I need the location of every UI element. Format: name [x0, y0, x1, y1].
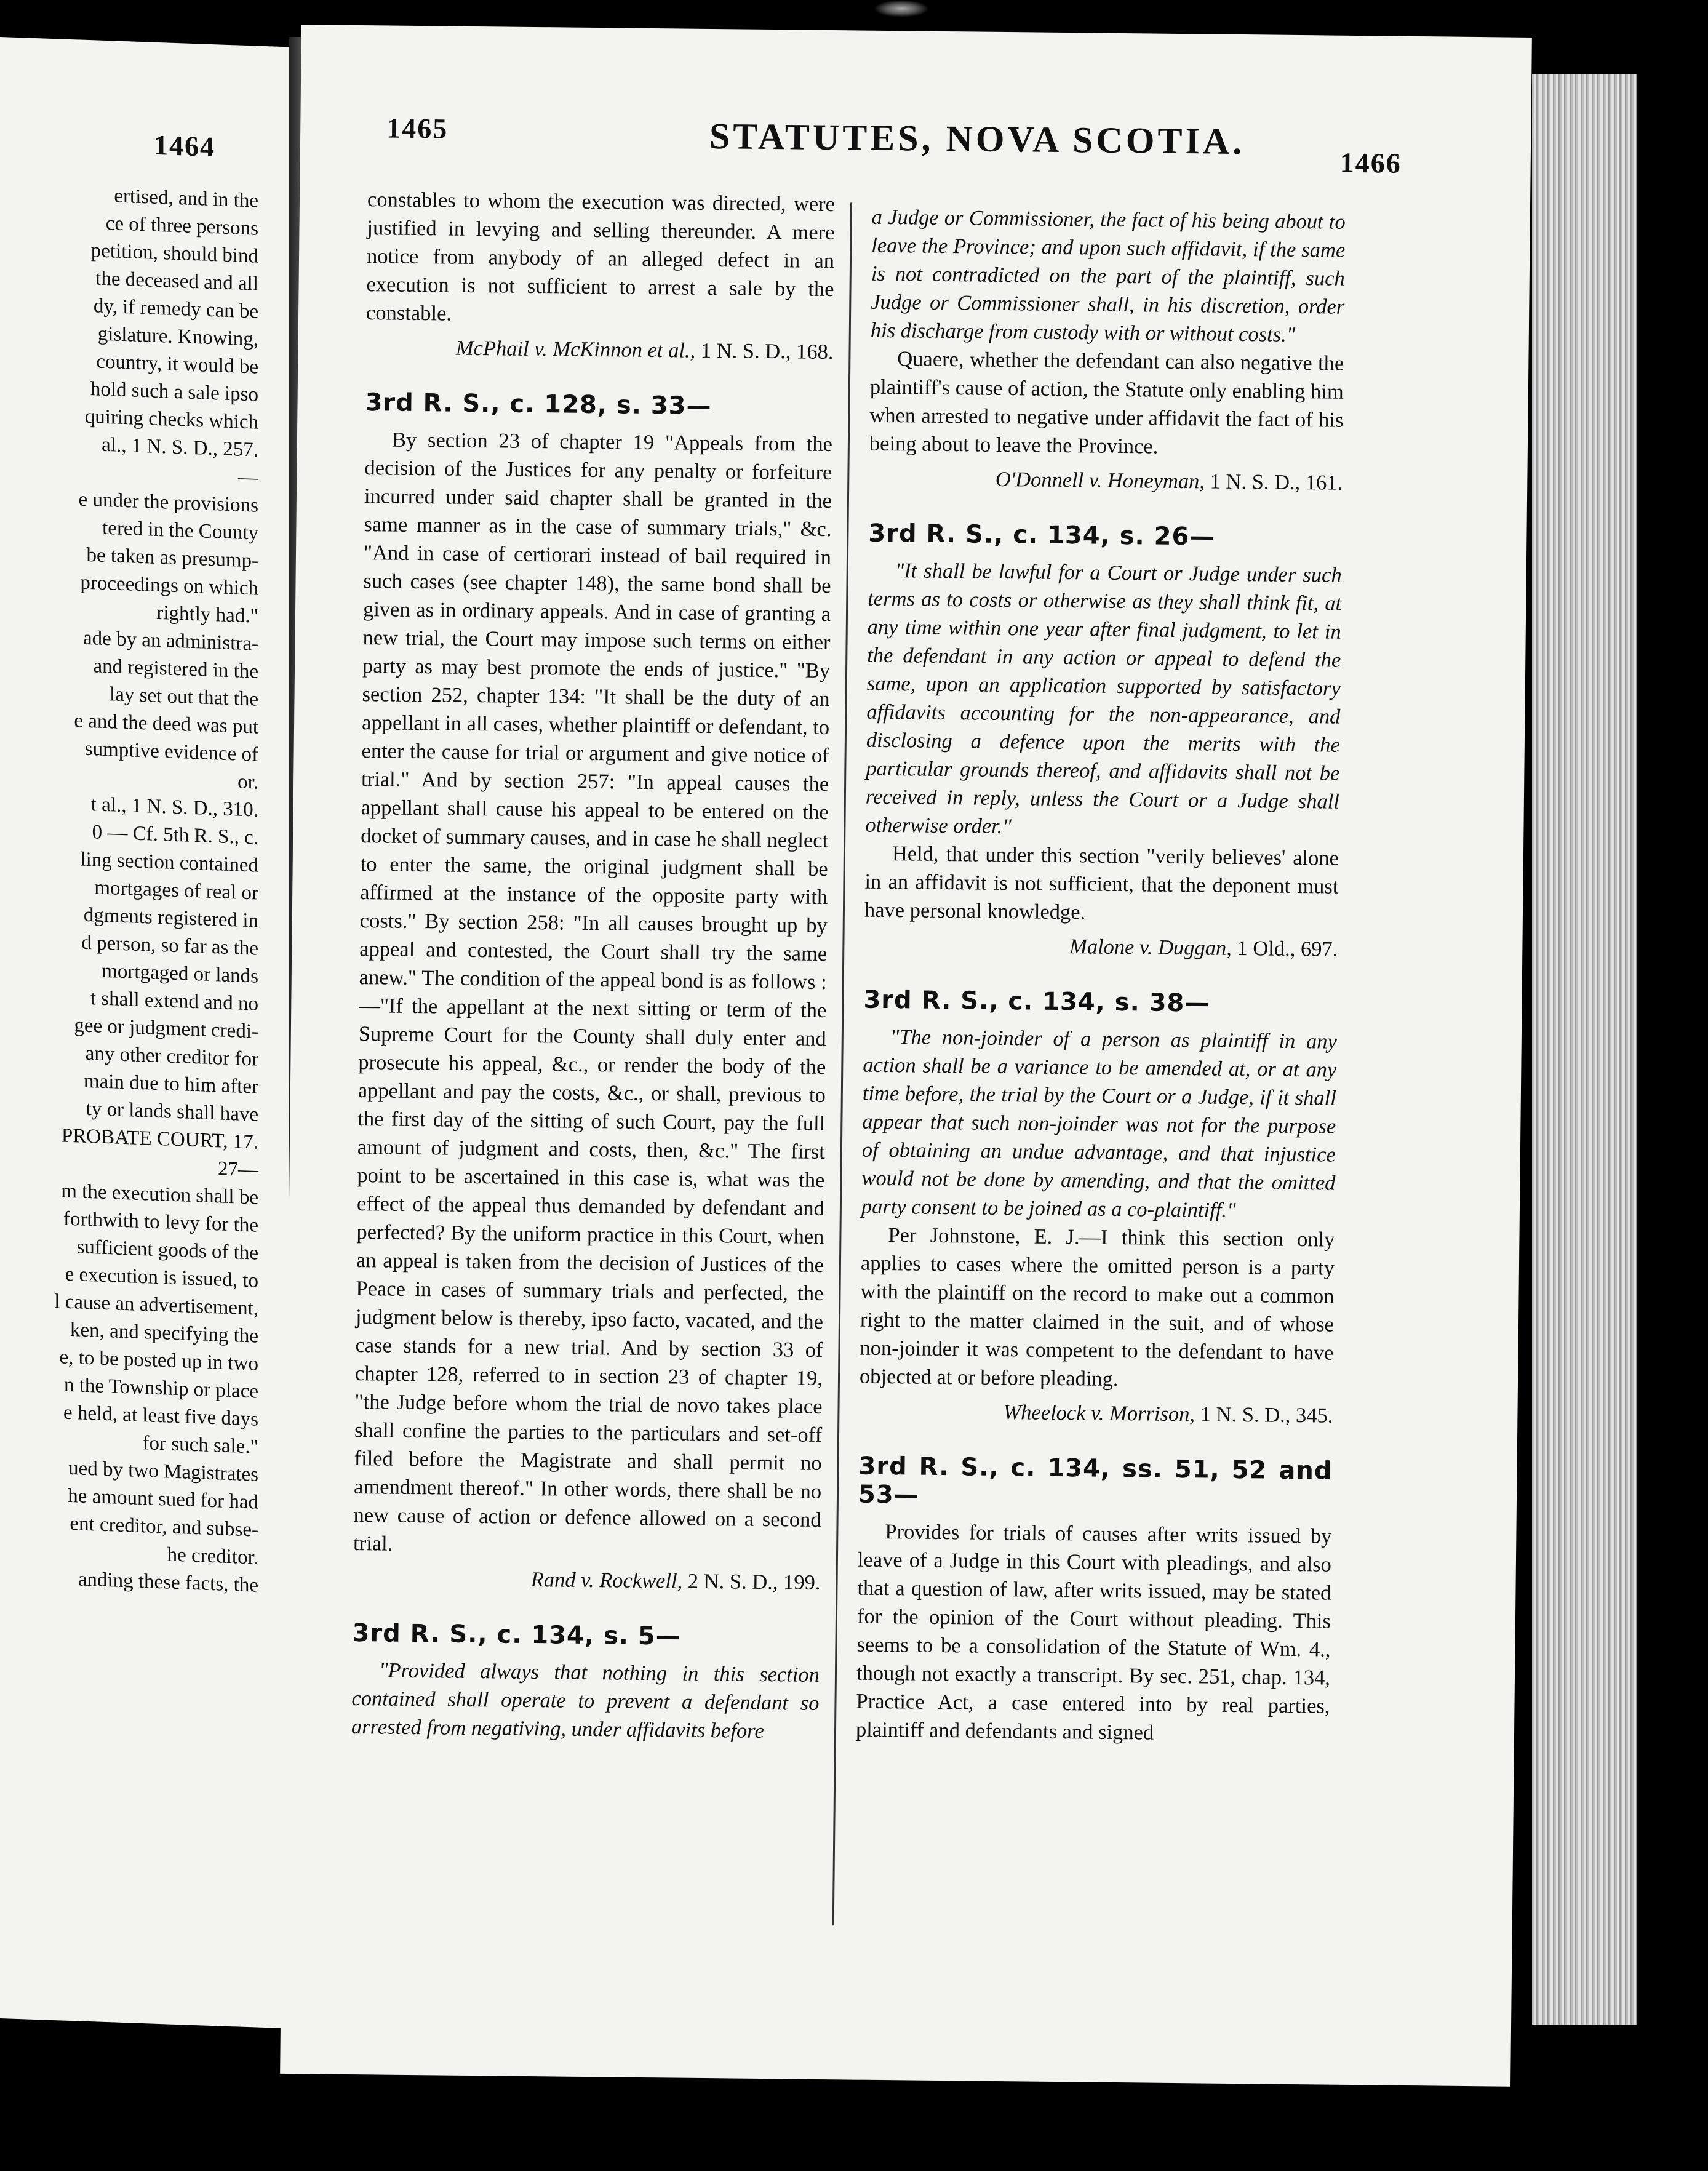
paragraph: Held, that under this section "verily believes' alone in an affidavit is not sufficient, that the deponent must have personal knowledge. — [864, 842, 1339, 924]
left-page-line: ade by an administra- — [83, 626, 258, 655]
left-page-line: he amount sued for had — [68, 1484, 258, 1514]
left-page-line: sufficient goods of the — [76, 1236, 258, 1265]
left-page-line: he creditor. — [167, 1543, 258, 1569]
section-heading: 3rd R. S., c. 134, s. 38— — [863, 985, 1210, 1018]
case-citation — [859, 1397, 1333, 1430]
section-heading: 3rd R. S., c. 128, s. 33— — [365, 388, 712, 421]
left-page-line: gislature. Knowing, — [97, 322, 258, 351]
section-heading: 3rd R. S., c. 134, s. 26— — [868, 519, 1215, 551]
case-name: Malone v. Duggan, — [1069, 935, 1232, 960]
paragraph: By section 23 of chapter 19 "Appeals from the decision of the Justices for any penalty or forfeiture incurred under said chapter shall be granted in the same manner as in the case of summary trials," &c. "And in case of certiorari instead of bail required in such cases (see chapter 148), the same bond shall be given as in ordinary appeals. And in case of granting a new trial, the Court may impose such terms on either party as may best promote the ends of justice." "By section 252, chapter 134: "It shall be the duty of an appellant in all cases, whether plaintiff or defendant, to enter the cause for trial or argument and give notice of trial." And by section 257: "In appeal causes the appellant shall cause his appeal to be entered on the docket of summary causes, and in case he shall neglect to enter the same, the original judgment shall be affirmed at the instance of the opposite party with costs." By section 258: "In all causes brought up by appeal and contested, the Court shall try the same anew." The condition of the appeal bond is as follows :—"If the appellant at the next sitting or term of the Supreme Court for the County shall duly enter and prosecute his appeal, &c., or render the body of the appellant and pay the costs, &c., or shall, previous to the first day of the sitting of such Court, pay the full amount of judgment and costs, then, &c." The first point to be ascertained in this case is, what was the effect of the appeal thus demanded by defendant and perfected? By the uniform practice in this Court, when an appeal is taken from the decision of Justices of the Peace in cases of summary trials and perfected, the judgment below is thereby, ipso facto, vacated, and the case stands for a new trial. And by section 33 of chapter 128, referred to in section 23 of chapter 19, "the Judge before whom the trial de novo takes place shall confine the parties to the particulars and set-off filed before the Magistrate and shall permit no amendment thereof." In other words, there shall be no new cause of action or defence allowed on a second trial. — [353, 428, 833, 1556]
left-page-line: t shall extend and no — [90, 987, 258, 1015]
case-name: O'Donnell v. Honeyman, — [995, 467, 1205, 494]
case-reference: 1 N. S. D., 161. — [1210, 470, 1343, 495]
statute-quote: "The non-joinder of a person as plaintiff in any action shall be a variance to be amended at, or at any time before, the trial by the Court or a Judge, if it shall appear that such non-joinder was not for the purpose of obtaining an undue advantage, and that injustice would not be done by amending, and that the omitted party consent to be joined as a co-plaintiff." — [861, 1025, 1337, 1223]
left-page-line: lay set out that the — [110, 683, 258, 711]
left-page-line: anding these facts, the — [78, 1568, 258, 1597]
left-page-line: e and the deed was put — [74, 710, 258, 738]
left-page-line: rightly had." — [156, 601, 258, 628]
page-number-left: 1465 — [386, 112, 449, 145]
left-page-line: ertised, and in the — [114, 185, 258, 212]
left-page-line: t al., 1 N. S. D., 310. — [90, 793, 258, 822]
paragraph: Quaere, whether the defendant can also negative the plaintiff's cause of action, the Statute only enabling him when arrested to negative under affidavit the fact of his being about to leave the Province. — [869, 347, 1344, 458]
left-page-line: ued by two Magistrates — [68, 1457, 258, 1486]
left-page-line: e held, at least five days — [63, 1401, 258, 1431]
statute-quote: "Provided always that nothing in this section contained shall operate to prevent a defendant so arrested from negativing, under affidavits before — [351, 1658, 820, 1743]
column-left — [351, 185, 835, 1746]
left-page-line: ling section contained — [80, 848, 258, 877]
left-page-line: the deceased and all — [95, 267, 258, 295]
left-page-line: 0 — Cf. 5th R. S., c. — [92, 821, 258, 849]
left-page-line: hold such a sale ipso — [90, 378, 258, 406]
left-page-line: e under the provisions — [78, 488, 258, 517]
left-page-line: d person, so far as the — [81, 931, 258, 960]
left-page-line: any other creditor for — [85, 1042, 258, 1071]
left-page-line: country, it would be — [96, 350, 258, 378]
left-page-line: m the execution shall be — [61, 1180, 258, 1209]
case-reference: 1 Old., 697. — [1237, 937, 1338, 961]
paragraph: Per Johnstone, E. J.—I think this section only applies to cases where the omitted person is a party with the plaintiff on the record to make out a common right to the matter claimed in the suit, and of whose non-joinder it was competent to the defendant to have objected at or before pleading. — [859, 1223, 1335, 1391]
left-page-line: main due to him after — [83, 1070, 258, 1098]
paragraph: Provides for trials of causes after writs issued by leave of a Judge in this Court with pleadings, and also that a question of law, after writs issued, may be stated for the opinion of the Court without pleading. This seems to be a consolidation of the Statute of Wm. 4., though not exactly a transcript. By sec. 251, chap. 134, Practice Act, a case entered into by real parties, plaintiff and defendants and signed — [855, 1520, 1332, 1745]
section-heading: 3rd R. S., c. 134, s. 5— — [352, 1619, 681, 1651]
left-page-line: sumptive evidence of — [84, 737, 258, 766]
left-page-line: — — [238, 466, 258, 489]
left-page-line: and registered in the — [93, 655, 258, 683]
case-citation — [869, 464, 1343, 497]
left-page-line: PROBATE COURT, 17. — [61, 1124, 258, 1154]
left-page-line: al., 1 N. S. D., 257. — [102, 433, 258, 462]
running-head-title: STATUTES, NOVA SCOTIA. — [709, 115, 1245, 162]
left-page-line: ce of three persons — [105, 212, 258, 240]
left-page-line: forthwith to levy for the — [63, 1207, 258, 1237]
left-page-line: quiring checks which — [84, 405, 258, 434]
left-page-line: dy, if remedy can be — [93, 295, 258, 323]
case-reference: 1 N. S. D., 345. — [1200, 1402, 1333, 1428]
case-reference: 2 N. S. D., 199. — [687, 1569, 821, 1594]
left-page-line: dgments registered in — [83, 903, 258, 932]
case-reference: 1 N. S. D., 168. — [700, 338, 834, 364]
left-page-line: for such sale." — [142, 1432, 258, 1458]
left-page-line: gee or judgment credi- — [74, 1014, 258, 1043]
statute-quote: a Judge or Commissioner, the fact of his being about to leave the Province; and upon such affidavit, if the same is not contradicted on the part of the plaintiff, such Judge or Commissioner shall, in his discretion, order his discharge from custody with or without costs." — [870, 205, 1346, 346]
page-edges — [1532, 74, 1637, 2025]
column-right — [856, 203, 1346, 1749]
case-citation — [353, 1564, 820, 1597]
left-page-line: proceedings on which — [80, 571, 258, 600]
left-page-line: petition, should bind — [90, 239, 258, 268]
section-heading: 3rd R. S., c. 134, ss. 51, 52 and 53— — [858, 1452, 1333, 1509]
main-page — [280, 25, 1532, 2087]
left-page-line: l cause an advertisement, — [54, 1290, 258, 1320]
case-citation — [365, 333, 833, 366]
left-page-line: n the Township or place — [63, 1373, 258, 1403]
left-page-line: e execution is issued, to — [65, 1263, 258, 1292]
left-page-line: mortgages of real or — [94, 876, 258, 905]
left-page-line: ent creditor, and subse- — [70, 1512, 258, 1541]
left-page-line: tered in the County — [102, 516, 258, 545]
statute-quote: "It shall be lawful for a Court or Judge under such terms as to costs or otherwise as they shall think fit, at any time within one year after final judgment, to let in the defendant in any action or appeal to defend the same, upon an application supported by satisfactory affidavits accounting for the non-appearance, and disclosing a defence upon the merits with the particular grounds thereof, and affidavits shall not be received in reply, unless the Court or a Judge shall otherwise order." — [865, 559, 1342, 839]
left-page-line: ken, and specifying the — [70, 1318, 258, 1348]
left-page-text — [0, 178, 258, 1600]
left-page-line: be taken as presump- — [86, 543, 258, 572]
page-number-right: 1466 — [1339, 146, 1402, 179]
scan-artifact — [874, 0, 929, 17]
left-page-line: e, to be posted up in two — [59, 1346, 258, 1375]
case-citation — [864, 930, 1338, 964]
left-page-line: or. — [237, 770, 258, 794]
case-name: McPhail v. McKinnon et al., — [455, 336, 696, 362]
column-divider — [832, 202, 852, 1925]
left-page — [0, 37, 300, 2029]
case-name: Rand v. Rockwell, — [530, 1568, 683, 1593]
left-page-number: 1464 — [154, 129, 215, 163]
page-header — [300, 111, 1531, 198]
left-page-line: mortgaged or lands — [102, 959, 258, 988]
left-page-line: 27— — [218, 1157, 258, 1181]
case-name: Wheelock v. Morrison, — [1003, 1401, 1195, 1426]
left-page-line: ty or lands shall have — [86, 1097, 258, 1126]
paragraph: constables to whom the execution was directed, were justified in levying and selling thereunder. A mere notice from anybody of an alleged defect in an execution is not sufficient to arrest a sale by the constable. — [365, 188, 836, 326]
